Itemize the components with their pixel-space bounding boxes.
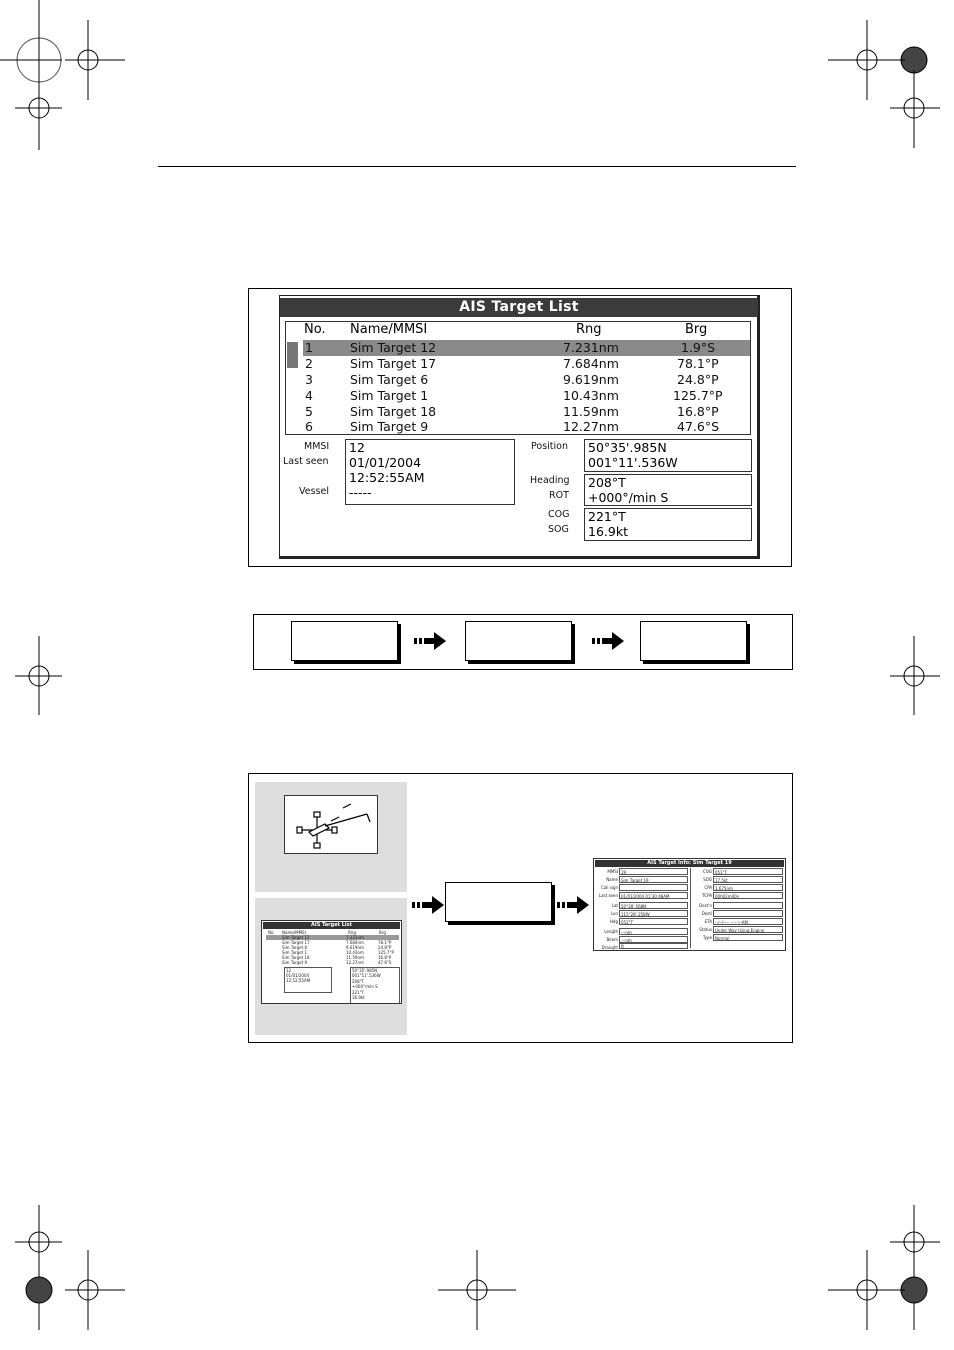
- arrow-right-icon: [557, 896, 589, 914]
- vessel-label: Vessel: [299, 486, 329, 497]
- arrow-right-icon: [412, 896, 444, 914]
- col-header-brg: Brg: [685, 322, 708, 337]
- view-target-softkey[interactable]: [445, 882, 552, 922]
- col-header-name: Name/MMSI: [350, 322, 428, 337]
- last-seen-date: 01/01/2004: [349, 455, 422, 470]
- ais-target-info-thumbnail: AIS Target Info: Sim Target 19 MMSI 19 Name Sim Target 19 Call sign Last seen 01/01/2004 01:30:48AM Lat 50°28'.568N Lon 115°29'.258W Hdg 052°T Length ---nm Beam ---nm Draught ft COG 051°T SOG 17.5kt CPA 1.675nm TCPA 00h02m40s Dest'n Desti ETA --/--/---- --:--:--AM Status Under Way Using Engine Type Normal: [593, 858, 786, 951]
- last-seen-label: Last seen: [283, 456, 329, 467]
- table-row[interactable]: 5 Sim Target 18 11.59nm 16.8°P: [305, 404, 719, 419]
- list-selection-panel: [255, 898, 407, 1035]
- rot-value: +000°/min S: [588, 490, 669, 505]
- rot-label: ROT: [549, 490, 569, 501]
- target-selection-panel: [255, 782, 407, 892]
- list-scrollbar[interactable]: [287, 342, 298, 368]
- target-list[interactable]: [285, 321, 751, 435]
- mmsi-value: 12: [349, 440, 365, 455]
- ais-list-title: AIS Target List: [280, 298, 758, 317]
- ais-target-cursor-icon: [285, 796, 377, 853]
- heading-label: Heading: [530, 475, 570, 486]
- ais-list-thumbnail: AIS Target List No. Name/MMSI Rng Brg Sim Target 12 7.231nm Sim Target 17 7.684nm 78.1°P Sim Target 6 9.619nm 24.8°P Sim Target 1 10.43nm 125.7°P Sim Target 18 11.59nm 16.8°P Sim Target 9 12.27nm 47.6°S 12 01/01/2004 12:52:55AM 50°35'.985N 001°11'.536W 208°T +000°/min S 221°T 16.9kt: [261, 920, 402, 1004]
- softkey-3[interactable]: [640, 621, 747, 661]
- cog-sog-box: [584, 508, 752, 541]
- softkey-2[interactable]: [465, 621, 572, 661]
- col-header-no: No.: [304, 322, 326, 337]
- table-row[interactable]: 4 Sim Target 1 10.43nm 125.7°P: [305, 388, 723, 403]
- sog-value: 16.9kt: [588, 524, 628, 539]
- table-row[interactable]: 3 Sim Target 6 9.619nm 24.8°P: [305, 372, 719, 387]
- vessel-value: -----: [349, 485, 372, 500]
- cog-value: 221°T: [588, 509, 626, 524]
- chart-target-thumbnail: [284, 795, 378, 854]
- target-info-title: AIS Target Info: Sim Target 19: [595, 860, 784, 867]
- table-row[interactable]: 1 Sim Target 12 7.231nm 1.9°S: [303, 340, 750, 356]
- latitude-value: 50°35'.985N: [588, 440, 667, 455]
- col-header-rng: Rng: [576, 322, 602, 337]
- ais-target-list-screen: [279, 295, 760, 559]
- mmsi-label: MMSI: [304, 441, 330, 452]
- longitude-value: 001°11'.536W: [588, 455, 678, 470]
- arrow-right-icon: [592, 632, 624, 650]
- arrow-right-icon: [414, 632, 446, 650]
- table-row[interactable]: 2 Sim Target 17 7.684nm 78.1°P: [305, 356, 719, 371]
- cog-label: COG: [548, 509, 570, 520]
- thumb-list-title: AIS Target List: [263, 922, 400, 929]
- heading-value: 208°T: [588, 475, 626, 490]
- position-label: Position: [531, 441, 568, 452]
- position-box: [584, 439, 752, 472]
- sog-label: SOG: [548, 524, 569, 535]
- table-row[interactable]: 6 Sim Target 9 12.27nm 47.6°S: [305, 419, 720, 434]
- target-details-box: [345, 439, 515, 505]
- softkey-1[interactable]: [291, 621, 398, 661]
- last-seen-time: 12:52:55AM: [349, 470, 425, 485]
- heading-box: [584, 474, 752, 506]
- info-divider: [690, 868, 691, 948]
